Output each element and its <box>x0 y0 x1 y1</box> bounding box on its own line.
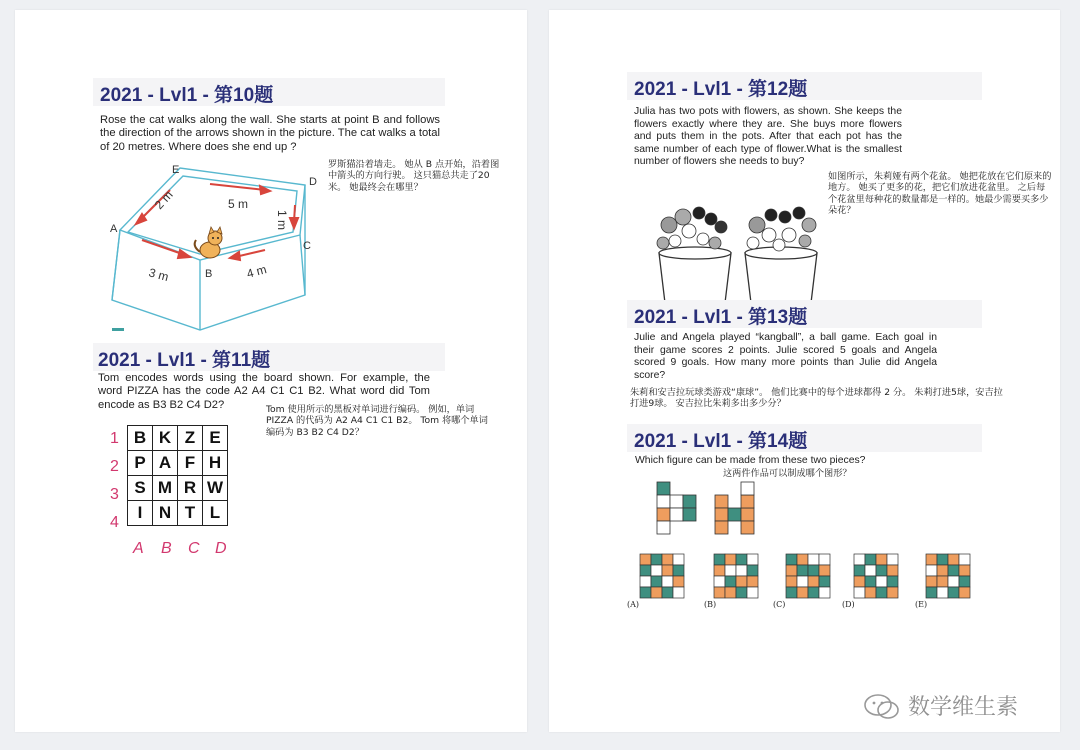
board-row-number: 2 <box>110 458 119 475</box>
option-e-figure <box>926 554 970 598</box>
board-cell: Z <box>178 426 203 451</box>
q10-length-3m: 3 m <box>147 265 171 285</box>
board-row <box>128 426 228 451</box>
board-cell: F <box>178 451 203 476</box>
board-cell: K <box>153 426 178 451</box>
q10-title: 2021 - Lvl1 - 第10题 <box>100 85 274 106</box>
q13-text-zh: 朱莉和安吉拉玩球类游戏“康球”。 他们比赛中的每个进球都得 2 分。 朱莉打进5球，安吉拉打进9球。 安吉拉比朱莉多出多少分？ <box>630 387 1003 410</box>
q10-text-en: Rose the cat walks along the wall. She starts at point B and follows the direction of the arrows shown in the picture. The cat walks a total of 20 metres. Where does she end up ? <box>100 114 440 153</box>
q14-pieces <box>649 480 759 540</box>
option-e-label: (E) <box>915 600 928 609</box>
q10-point-d: D <box>309 176 317 188</box>
q12-title: 2021 - Lvl1 - 第12题 <box>634 79 808 100</box>
board-row <box>128 501 228 526</box>
right-page <box>549 10 1060 732</box>
board-cell: S <box>128 476 153 501</box>
option-d-figure <box>854 554 898 598</box>
flower-pot-right <box>745 247 817 303</box>
board-cell: I <box>128 501 153 526</box>
flower-pot-left <box>659 247 731 303</box>
option-a-figure <box>640 554 684 598</box>
q10-point-e: E <box>172 164 180 176</box>
q14-option-figures <box>634 550 994 610</box>
board-row-number: 1 <box>110 430 119 447</box>
q10-point-b: B <box>205 268 213 280</box>
q11-text-en: Tom encodes words using the board shown. For example, the word PIZZA has the code A2 A4 C1 C1 B2. What word did Tom encode as B3 B2 C4 D2? <box>98 372 430 411</box>
option-b-figure <box>714 554 758 598</box>
q13-text-en: Julie and Angela played “kangball”, a ball game. Each goal in their game scores 2 points. Julie scored 5 goals and Angela scored 9 goals. How many more points than Julie did Angela score? <box>634 332 937 381</box>
q14-title: 2021 - Lvl1 - 第14题 <box>634 431 808 452</box>
board-cell: T <box>178 501 203 526</box>
option-c-label: (C) <box>773 600 786 609</box>
left-page <box>15 10 527 732</box>
q10-length-4m: 4 m <box>245 262 269 281</box>
board-cell: L <box>203 501 228 526</box>
board-col-label: A <box>133 540 144 557</box>
q12-text-en: Julia has two pots with flowers, as shown. She keeps the flowers exactly where they are. She buys more flowers and puts them in the pots. After that each pot has the same number of each type of flower.What is the smallest number of flowers she needs to buy? <box>634 106 902 168</box>
board-cell: M <box>153 476 178 501</box>
q10-decoration <box>112 328 124 331</box>
option-b-label: (B) <box>704 600 717 609</box>
q10-point-c: C <box>303 240 311 252</box>
board-cell: A <box>153 451 178 476</box>
q11-title: 2021 - Lvl1 - 第11题 <box>98 350 271 371</box>
board-cell: P <box>128 451 153 476</box>
board-row-number: 3 <box>110 486 119 503</box>
q10-length-5m: 5 m <box>228 197 249 211</box>
board-row-number: 4 <box>110 514 119 531</box>
q10-text-zh: 罗斯猫沿着墙走。 她从 B 点开始，沿着图中箭头的方向行驶。 这只猫总共走了20米。 她最终会在哪里？ <box>328 159 500 193</box>
watermark <box>862 690 1018 721</box>
q10-length-2m: 2 m <box>151 187 176 213</box>
board-col-label: C <box>188 540 200 557</box>
watermark-text: 数学维生素 <box>908 695 1019 720</box>
board-cell: E <box>203 426 228 451</box>
q10-length-1m: 1 m <box>275 210 289 231</box>
board-row <box>128 451 228 476</box>
option-c-figure <box>786 554 830 598</box>
q14-text-en: Which figure can be made from these two pieces? <box>635 455 866 466</box>
board-row <box>128 476 228 501</box>
q12-flower-pots <box>649 195 834 305</box>
q10-wall-figure <box>100 160 330 345</box>
q12-text-zh: 如图所示，朱莉娅有两个花盆。 她把花放在它们原来的地方。 她买了更多的花，把它们放进花盆里。 之后每个花盆里每种花的数量都是一样的。她最少需要买多少朵花？ <box>828 171 1052 217</box>
wechat-icon <box>862 693 902 719</box>
q13-title: 2021 - Lvl1 - 第13题 <box>634 307 808 328</box>
board-cell: N <box>153 501 178 526</box>
board-cell: H <box>203 451 228 476</box>
option-a-label: (A) <box>627 600 640 609</box>
q11-letter-board <box>127 425 228 526</box>
option-d-label: (D) <box>842 600 855 609</box>
board-col-label: D <box>215 540 227 557</box>
q11-text-zh: Tom 使用所示的黑板对单词进行编码。 例如，单词 PIZZA 的代码为 A2 A4 C1 C1 B2。 Tom 将哪个单词编码为 B3 B2 C4 D2？ <box>266 404 488 438</box>
q10-point-a: A <box>110 223 118 235</box>
q14-text-zh: 这两件作品可以制成哪个图形？ <box>723 468 852 479</box>
board-cell: R <box>178 476 203 501</box>
board-cell: W <box>203 476 228 501</box>
board-col-label: B <box>161 540 172 557</box>
board-cell: B <box>128 426 153 451</box>
